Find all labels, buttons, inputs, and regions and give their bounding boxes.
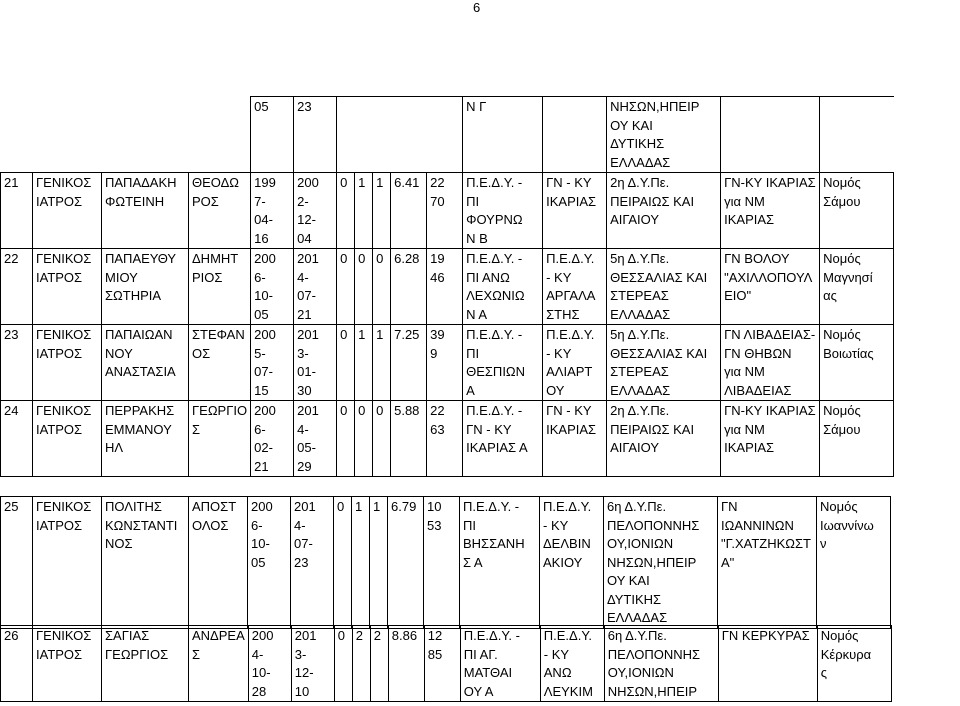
cell-dyp: 2η Δ.Υ.Πε. ΠΕΙΡΑΙΩΣ ΚΑΙ ΑΙΓΑΙΟΥ xyxy=(607,173,721,249)
continuation-row xyxy=(1,97,894,173)
cell-v1: 0 xyxy=(337,325,355,401)
cell-no: 22 xyxy=(1,249,33,325)
cell-v2: 1 xyxy=(355,173,373,249)
cell-name: ΘΕΟΔΩ ΡΟΣ xyxy=(189,173,251,249)
cell-rank: 10 53 xyxy=(424,497,460,629)
cell-v2: 2 xyxy=(352,626,370,702)
cell-v1: 0 xyxy=(337,249,355,325)
cell-post: Π.Ε.Δ.Υ. - ΠΙ ΑΓ. ΜΑΤΘΑΙ ΟΥ Α xyxy=(460,626,540,702)
cell-v3: 1 xyxy=(373,173,391,249)
cell-rank: 19 46 xyxy=(427,249,463,325)
cell-post: Π.Ε.Δ.Υ. - ΠΙ ΒΗΣΣΑΝΗ Σ Α xyxy=(460,497,540,629)
cell-post: Π.Ε.Δ.Υ. - ΠΙ ΘΕΣΠΙΩΝ Α xyxy=(463,325,543,401)
cell-score: 7.25 xyxy=(391,325,427,401)
cell-v3: 2 xyxy=(370,626,388,702)
cell-specialty: ΓΕΝΙΚΟΣ ΙΑΤΡΟΣ xyxy=(33,325,102,401)
cell-score: 6.79 xyxy=(388,497,424,629)
cell-name: ΔΗΜΗΤ ΡΙΟΣ xyxy=(189,249,251,325)
cell-v3: 0 xyxy=(373,401,391,477)
empty-cell xyxy=(820,97,894,173)
cell-rank: 12 85 xyxy=(424,626,460,702)
cell-unit: Π.Ε.Δ.Υ. - ΚΥ ΔΕΛΒΙΝ ΑΚΙΟΥ xyxy=(540,497,604,629)
assignments-table-2 xyxy=(0,496,891,629)
cell-v2: 1 xyxy=(352,497,370,629)
empty-cell xyxy=(1,97,251,173)
cell-specialty: ΓΕΝΙΚΟΣ ΙΑΤΡΟΣ xyxy=(33,173,102,249)
cell-hospital: ΓΝ ΛΙΒΑΔΕΙΑΣ- ΓΝ ΘΗΒΩΝ για ΝΜ ΛΙΒΑΔΕΙΑΣ xyxy=(721,325,820,401)
cell-unit: ΓΝ - ΚΥ ΙΚΑΡΙΑΣ xyxy=(543,401,607,477)
cell-birth: 200 6- 02- 21 xyxy=(251,401,294,477)
cell-v2: 1 xyxy=(355,325,373,401)
cell-no: 21 xyxy=(1,173,33,249)
cell-surname: ΠΑΠΑΙΩΑΝ ΝΟΥ ΑΝΑΣΤΑΣΙΑ xyxy=(102,325,189,401)
cell-specialty: ΓΕΝΙΚΟΣ ΙΑΤΡΟΣ xyxy=(33,497,102,629)
cell-surname: ΠΑΠΑΔΑΚΗ ΦΩΤΕΙΝΗ xyxy=(102,173,189,249)
cell-d: ΝΗΣΩΝ,ΗΠΕΙΡ ΟΥ ΚΑΙ ΔΥΤΙΚΗΣ ΕΛΛΑΔΑΣ xyxy=(607,97,721,173)
cell-surname: ΠΟΛΙΤΗΣ ΚΩΝΣΤΑΝΤΙ ΝΟΣ xyxy=(102,497,189,629)
table-row xyxy=(1,401,894,477)
cell-date: 201 4- 07- 23 xyxy=(291,497,334,629)
table-row xyxy=(1,497,891,629)
table-row xyxy=(1,249,894,325)
cell-no: 25 xyxy=(1,497,33,629)
empty-cell xyxy=(543,97,607,173)
cell-v1: 0 xyxy=(337,401,355,477)
cell-dyp: 5η Δ.Υ.Πε. ΘΕΣΣΑΛΙΑΣ ΚΑΙ ΣΤΕΡΕΑΣ ΕΛΛΑΔΑΣ xyxy=(607,249,721,325)
cell-prefecture: Νομός Βοιωτίας xyxy=(820,325,894,401)
cell-hospital: ΓΝ ΙΩΑΝΝΙΝΩΝ "Γ.ΧΑΤΖΗΚΩΣΤ Α" xyxy=(718,497,817,629)
table-row xyxy=(1,626,892,702)
page-number: 6 xyxy=(473,0,481,15)
cell-surname: ΠΑΠΑΕΥΘΥ ΜΙΟΥ ΣΩΤΗΡΙΑ xyxy=(102,249,189,325)
cell-dyp: 2η Δ.Υ.Πε. ΠΕΙΡΑΙΩΣ ΚΑΙ ΑΙΓΑΙΟΥ xyxy=(607,401,721,477)
cell-hospital: ΓΝ-ΚΥ ΙΚΑΡΙΑΣ για ΝΜ ΙΚΑΡΙΑΣ xyxy=(721,173,820,249)
cell-dyp: 6η Δ.Υ.Πε. ΠΕΛΟΠΟΝΝΗΣ ΟΥ,ΙΟΝΙΩΝ ΝΗΣΩΝ,ΗΠΕΙΡ ΟΥ ΚΑΙ ΔΥΤΙΚΗΣ ΕΛΛΑΔΑΣ xyxy=(604,497,718,629)
cell-birth: 199 7- 04- 16 xyxy=(251,173,294,249)
cell-post: Π.Ε.Δ.Υ. - ΓΝ - ΚΥ ΙΚΑΡΙΑΣ Α xyxy=(463,401,543,477)
cell-post: Π.Ε.Δ.Υ. - ΠΙ ΑΝΩ ΛΕΧΩΝΙΩ Ν Α xyxy=(463,249,543,325)
cell-rank: 39 9 xyxy=(427,325,463,401)
cell-birth: 200 6- 10- 05 xyxy=(248,497,291,629)
cell-surname: ΠΕΡΡΑΚΗΣ ΕΜΜΑΝΟΥ ΗΛ xyxy=(102,401,189,477)
cell-b: 23 xyxy=(294,97,337,173)
cell-unit: Π.Ε.Δ.Υ. - ΚΥ ΑΛΙΑΡΤ ΟΥ xyxy=(543,325,607,401)
cell-dyp: 5η Δ.Υ.Πε. ΘΕΣΣΑΛΙΑΣ ΚΑΙ ΣΤΕΡΕΑΣ ΕΛΛΑΔΑΣ xyxy=(607,325,721,401)
cell-prefecture: Νομός Σάμου xyxy=(820,401,894,477)
cell-unit: ΓΝ - ΚΥ ΙΚΑΡΙΑΣ xyxy=(543,173,607,249)
cell-a: 05 xyxy=(251,97,294,173)
cell-v3: 0 xyxy=(373,249,391,325)
cell-hospital: ΓΝ-ΚΥ ΙΚΑΡΙΑΣ για ΝΜ ΙΚΑΡΙΑΣ xyxy=(721,401,820,477)
cell-prefecture: Νομός Ιωαννίνω ν xyxy=(817,497,891,629)
cell-score: 8.86 xyxy=(388,626,424,702)
cell-specialty: ΓΕΝΙΚΟΣ ΙΑΤΡΟΣ xyxy=(33,401,102,477)
cell-date: 201 4- 05- 29 xyxy=(294,401,337,477)
assignments-table-3 xyxy=(0,625,892,702)
cell-no: 26 xyxy=(1,626,33,702)
cell-birth: 200 4- 10- 28 xyxy=(248,626,291,702)
cell-name: ΑΝΔΡΕΑ Σ xyxy=(189,626,249,702)
cell-v1: 0 xyxy=(334,497,352,629)
cell-v2: 0 xyxy=(355,401,373,477)
cell-name: ΓΕΩΡΓΙΟ Σ xyxy=(189,401,251,477)
cell-v3: 1 xyxy=(370,497,388,629)
cell-date: 201 3- 12- 10 xyxy=(291,626,334,702)
cell-birth: 200 5- 07- 15 xyxy=(251,325,294,401)
cell-v2: 0 xyxy=(355,249,373,325)
cell-unit: Π.Ε.Δ.Υ. - ΚΥ ΑΡΓΑΛΑ ΣΤΗΣ xyxy=(543,249,607,325)
cell-rank: 22 70 xyxy=(427,173,463,249)
cell-dyp: 6η Δ.Υ.Πε. ΠΕΛΟΠΟΝΝΗΣ ΟΥ,ΙΟΝΙΩΝ ΝΗΣΩΝ,ΗΠΕΙΡ xyxy=(604,626,718,702)
cell-v1: 0 xyxy=(337,173,355,249)
cell-score: 6.28 xyxy=(391,249,427,325)
cell-c: Ν Γ xyxy=(463,97,543,173)
table-row xyxy=(1,325,894,401)
cell-prefecture: Νομός Μαγνησί ας xyxy=(820,249,894,325)
cell-hospital: ΓΝ ΚΕΡΚΥΡΑΣ xyxy=(718,626,817,702)
cell-rank: 22 63 xyxy=(427,401,463,477)
cell-post: Π.Ε.Δ.Υ. - ΠΙ ΦΟΥΡΝΩ Ν Β xyxy=(463,173,543,249)
cell-hospital: ΓΝ ΒΟΛΟΥ "ΑΧΙΛΛΟΠΟΥΛ ΕΙΟ" xyxy=(721,249,820,325)
cell-date: 200 2- 12- 04 xyxy=(294,173,337,249)
cell-specialty: ΓΕΝΙΚΟΣ ΙΑΤΡΟΣ xyxy=(33,249,102,325)
cell-no: 24 xyxy=(1,401,33,477)
cell-surname: ΣΑΓΙΑΣ ΓΕΩΡΓΙΟΣ xyxy=(102,626,189,702)
cell-v1: 0 xyxy=(334,626,352,702)
cell-unit: Π.Ε.Δ.Υ. - ΚΥ ΑΝΩ ΛΕΥΚΙΜ xyxy=(540,626,604,702)
cell-prefecture: Νομός Σάμου xyxy=(820,173,894,249)
assignments-table xyxy=(0,96,894,477)
cell-name: ΣΤΕΦΑΝ ΟΣ xyxy=(189,325,251,401)
cell-specialty: ΓΕΝΙΚΟΣ ΙΑΤΡΟΣ xyxy=(33,626,102,702)
cell-birth: 200 6- 10- 05 xyxy=(251,249,294,325)
empty-cell xyxy=(337,97,463,173)
cell-no: 23 xyxy=(1,325,33,401)
empty-cell xyxy=(721,97,820,173)
cell-date: 201 4- 07- 21 xyxy=(294,249,337,325)
cell-v3: 1 xyxy=(373,325,391,401)
cell-name: ΑΠΟΣΤ ΟΛΟΣ xyxy=(189,497,248,629)
table-row xyxy=(1,173,894,249)
cell-prefecture: Νομός Κέρκυρα ς xyxy=(817,626,891,702)
cell-date: 201 3- 01- 30 xyxy=(294,325,337,401)
cell-score: 5.88 xyxy=(391,401,427,477)
cell-score: 6.41 xyxy=(391,173,427,249)
